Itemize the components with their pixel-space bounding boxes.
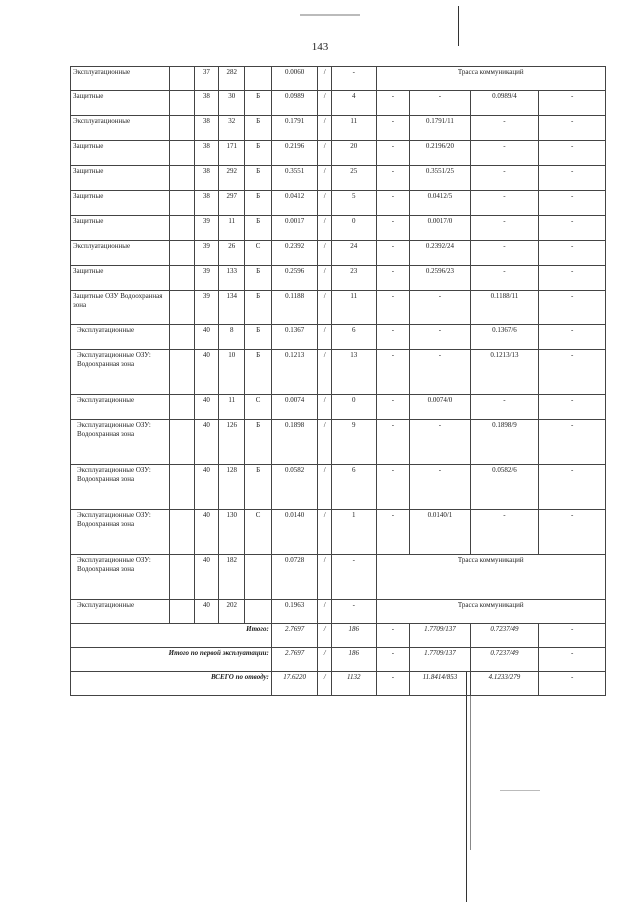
value-cell-2: - (410, 420, 470, 465)
table-row (71, 420, 606, 465)
value-cell-3: - (470, 116, 539, 141)
count-cell: 11 (332, 291, 376, 325)
value-cell-2: 0.0074/0 (410, 395, 470, 420)
section-cell: 292 (219, 166, 245, 191)
category-cell: Эксплуатационные (71, 325, 170, 350)
table-row (71, 116, 606, 141)
value-cell-2: - (410, 350, 470, 395)
scan-artifact-bottom-2 (470, 690, 471, 850)
area-cell: 0.1367 (271, 325, 318, 350)
value-cell-1: - (376, 266, 410, 291)
table-row (71, 191, 606, 216)
value-cell-1: - (376, 420, 410, 465)
separator-cell: / (318, 291, 332, 325)
value-cell-4: - (539, 510, 606, 555)
value-cell-2: 0.0140/1 (410, 510, 470, 555)
table-row (71, 91, 606, 116)
separator-cell: / (318, 395, 332, 420)
category-cell: Эксплуатационные (71, 67, 170, 91)
total-value-1: - (376, 672, 410, 696)
category-cell: Эксплуатационные (71, 600, 170, 624)
section-cell: 10 (219, 350, 245, 395)
scan-artifact-top (458, 6, 459, 46)
value-cell-1: - (376, 395, 410, 420)
table-row (71, 555, 606, 600)
quarter-cell: 40 (194, 420, 218, 465)
total-separator: / (318, 624, 332, 648)
value-cell-4: - (539, 420, 606, 465)
total-label: ВСЕГО по отводу: (71, 672, 272, 696)
category-code-cell: Б (245, 266, 271, 291)
separator-cell: / (318, 191, 332, 216)
count-cell: 5 (332, 191, 376, 216)
table-row (71, 266, 606, 291)
category-cell: Эксплуатационные ОЗУ: Водоохранная зона (71, 420, 170, 465)
total-label: Итого: (71, 624, 272, 648)
count-cell: 9 (332, 420, 376, 465)
category-cell: Защитные (71, 191, 170, 216)
quarter-cell: 38 (194, 191, 218, 216)
count-cell: 0 (332, 216, 376, 241)
spacer-cell (170, 141, 194, 166)
value-cell-4: - (539, 325, 606, 350)
value-cell-1: - (376, 141, 410, 166)
value-cell-4: - (539, 266, 606, 291)
separator-cell: / (318, 91, 332, 116)
separator-cell: / (318, 216, 332, 241)
value-cell-1: - (376, 216, 410, 241)
quarter-cell: 40 (194, 395, 218, 420)
quarter-cell: 40 (194, 600, 218, 624)
category-code-cell: Б (245, 465, 271, 510)
value-cell-1: - (376, 291, 410, 325)
quarter-cell: 40 (194, 510, 218, 555)
table-row (71, 325, 606, 350)
category-cell: Защитные (71, 266, 170, 291)
value-cell-2: 0.2196/20 (410, 141, 470, 166)
total-area: 2.7697 (271, 624, 318, 648)
total-separator: / (318, 648, 332, 672)
quarter-cell: 39 (194, 216, 218, 241)
category-code-cell (245, 555, 271, 600)
value-cell-3: - (470, 241, 539, 266)
total-value-3: 0.7237/49 (470, 648, 539, 672)
quarter-cell: 40 (194, 350, 218, 395)
count-cell: 25 (332, 166, 376, 191)
spacer-cell (170, 91, 194, 116)
value-cell-1: - (376, 350, 410, 395)
category-cell: Защитные (71, 141, 170, 166)
section-cell: 297 (219, 191, 245, 216)
value-cell-3: 0.1367/6 (470, 325, 539, 350)
separator-cell: / (318, 266, 332, 291)
category-cell: Защитные (71, 216, 170, 241)
area-cell: 0.1213 (271, 350, 318, 395)
category-cell: Защитные (71, 166, 170, 191)
separator-cell: / (318, 420, 332, 465)
area-cell: 0.0582 (271, 465, 318, 510)
page-number: 143 (311, 41, 329, 53)
total-value-1: - (376, 624, 410, 648)
count-cell: - (332, 67, 376, 91)
note-cell: Трасса коммуникаций (376, 600, 606, 624)
category-code-cell: Б (245, 166, 271, 191)
total-count: 186 (332, 648, 376, 672)
quarter-cell: 40 (194, 465, 218, 510)
section-cell: 134 (219, 291, 245, 325)
quarter-cell: 38 (194, 116, 218, 141)
total-value-4: - (539, 672, 606, 696)
spacer-cell (170, 350, 194, 395)
table-row (71, 600, 606, 624)
section-cell: 128 (219, 465, 245, 510)
separator-cell: / (318, 141, 332, 166)
value-cell-2: 0.2392/24 (410, 241, 470, 266)
category-cell: Защитные ОЗУ Водоохранная зона (71, 291, 170, 325)
value-cell-4: - (539, 141, 606, 166)
table-row (71, 510, 606, 555)
value-cell-2: 0.2596/23 (410, 266, 470, 291)
value-cell-2: 0.3551/25 (410, 166, 470, 191)
area-cell: 0.2196 (271, 141, 318, 166)
value-cell-1: - (376, 510, 410, 555)
value-cell-4: - (539, 116, 606, 141)
table-row (71, 291, 606, 325)
value-cell-3: - (470, 191, 539, 216)
section-cell: 126 (219, 420, 245, 465)
total-value-4: - (539, 624, 606, 648)
scan-artifact-bottom (466, 672, 467, 902)
area-cell: 0.0060 (271, 67, 318, 91)
quarter-cell: 40 (194, 555, 218, 600)
quarter-cell: 38 (194, 141, 218, 166)
value-cell-2: 0.1791/11 (410, 116, 470, 141)
value-cell-4: - (539, 291, 606, 325)
total-value-2: 1.7709/137 (410, 648, 470, 672)
category-code-cell: С (245, 395, 271, 420)
value-cell-3: 0.0582/6 (470, 465, 539, 510)
category-code-cell: Б (245, 216, 271, 241)
note-cell: Трасса коммуникаций (376, 555, 606, 600)
spacer-cell (170, 241, 194, 266)
value-cell-3: - (470, 266, 539, 291)
value-cell-1: - (376, 325, 410, 350)
section-cell: 133 (219, 266, 245, 291)
value-cell-4: - (539, 91, 606, 116)
area-cell: 0.2392 (271, 241, 318, 266)
separator-cell: / (318, 241, 332, 266)
table-row (71, 166, 606, 191)
total-value-3: 4.1233/279 (470, 672, 539, 696)
area-cell: 0.0140 (271, 510, 318, 555)
value-cell-1: - (376, 91, 410, 116)
category-code-cell: Б (245, 191, 271, 216)
scan-dots-top (300, 14, 360, 16)
separator-cell: / (318, 67, 332, 91)
category-code-cell: Б (245, 141, 271, 166)
category-code-cell: Б (245, 420, 271, 465)
total-area: 17.6220 (271, 672, 318, 696)
quarter-cell: 39 (194, 241, 218, 266)
value-cell-1: - (376, 241, 410, 266)
area-cell: 0.0728 (271, 555, 318, 600)
value-cell-4: - (539, 241, 606, 266)
quarter-cell: 39 (194, 291, 218, 325)
area-cell: 0.1188 (271, 291, 318, 325)
total-value-2: 1.7709/137 (410, 624, 470, 648)
spacer-cell (170, 395, 194, 420)
total-row (71, 624, 606, 648)
section-cell: 182 (219, 555, 245, 600)
forest-inventory-table (70, 66, 606, 696)
count-cell: 24 (332, 241, 376, 266)
category-cell: Эксплуатационные (71, 116, 170, 141)
table-row (71, 465, 606, 510)
quarter-cell: 37 (194, 67, 218, 91)
value-cell-2: - (410, 291, 470, 325)
category-code-cell: Б (245, 291, 271, 325)
value-cell-1: - (376, 116, 410, 141)
separator-cell: / (318, 166, 332, 191)
separator-cell: / (318, 465, 332, 510)
value-cell-2: - (410, 465, 470, 510)
area-cell: 0.0074 (271, 395, 318, 420)
spacer-cell (170, 325, 194, 350)
category-cell: Эксплуатационные ОЗУ: Водоохранная зона (71, 465, 170, 510)
total-count: 1132 (332, 672, 376, 696)
value-cell-4: - (539, 216, 606, 241)
section-cell: 11 (219, 216, 245, 241)
category-code-cell: С (245, 510, 271, 555)
total-value-3: 0.7237/49 (470, 624, 539, 648)
total-count: 186 (332, 624, 376, 648)
table-row (71, 350, 606, 395)
value-cell-2: - (410, 325, 470, 350)
total-label: Итого по первой эксплуатации: (71, 648, 272, 672)
area-cell: 0.0017 (271, 216, 318, 241)
section-cell: 202 (219, 600, 245, 624)
section-cell: 30 (219, 91, 245, 116)
value-cell-3: - (470, 510, 539, 555)
value-cell-3: 0.1213/13 (470, 350, 539, 395)
count-cell: 6 (332, 325, 376, 350)
count-cell: 4 (332, 91, 376, 116)
value-cell-2: 0.0412/5 (410, 191, 470, 216)
section-cell: 282 (219, 67, 245, 91)
value-cell-4: - (539, 166, 606, 191)
separator-cell: / (318, 350, 332, 395)
total-area: 2.7697 (271, 648, 318, 672)
value-cell-4: - (539, 191, 606, 216)
total-value-4: - (539, 648, 606, 672)
section-cell: 8 (219, 325, 245, 350)
category-code-cell (245, 600, 271, 624)
count-cell: 11 (332, 116, 376, 141)
section-cell: 26 (219, 241, 245, 266)
value-cell-1: - (376, 166, 410, 191)
total-separator: / (318, 672, 332, 696)
value-cell-3: - (470, 166, 539, 191)
area-cell: 0.1791 (271, 116, 318, 141)
category-code-cell (245, 67, 271, 91)
spacer-cell (170, 166, 194, 191)
quarter-cell: 40 (194, 325, 218, 350)
table-row (71, 67, 606, 91)
area-cell: 0.1963 (271, 600, 318, 624)
spacer-cell (170, 266, 194, 291)
category-cell: Эксплуатационные (71, 241, 170, 266)
quarter-cell: 39 (194, 266, 218, 291)
category-code-cell: Б (245, 91, 271, 116)
area-cell: 0.2596 (271, 266, 318, 291)
value-cell-1: - (376, 465, 410, 510)
count-cell: 6 (332, 465, 376, 510)
quarter-cell: 38 (194, 166, 218, 191)
table-row (71, 241, 606, 266)
value-cell-1: - (376, 191, 410, 216)
count-cell: 23 (332, 266, 376, 291)
spacer-cell (170, 291, 194, 325)
table-row (71, 395, 606, 420)
category-cell: Эксплуатационные ОЗУ: Водоохранная зона (71, 510, 170, 555)
spacer-cell (170, 600, 194, 624)
count-cell: - (332, 600, 376, 624)
spacer-cell (170, 191, 194, 216)
count-cell: 0 (332, 395, 376, 420)
separator-cell: / (318, 325, 332, 350)
separator-cell: / (318, 555, 332, 600)
count-cell: 20 (332, 141, 376, 166)
total-row (71, 648, 606, 672)
table-row (71, 216, 606, 241)
spacer-cell (170, 555, 194, 600)
category-code-cell: Б (245, 350, 271, 395)
category-cell: Защитные (71, 91, 170, 116)
value-cell-2: 0.0017/0 (410, 216, 470, 241)
value-cell-3: - (470, 141, 539, 166)
section-cell: 32 (219, 116, 245, 141)
value-cell-4: - (539, 465, 606, 510)
category-cell: Эксплуатационные (71, 395, 170, 420)
spacer-cell (170, 510, 194, 555)
category-code-cell: Б (245, 325, 271, 350)
section-cell: 11 (219, 395, 245, 420)
value-cell-3: 0.1898/9 (470, 420, 539, 465)
area-cell: 0.1898 (271, 420, 318, 465)
count-cell: 1 (332, 510, 376, 555)
area-cell: 0.0989 (271, 91, 318, 116)
value-cell-2: - (410, 91, 470, 116)
value-cell-3: 0.1188/11 (470, 291, 539, 325)
total-value-2: 11.8414/853 (410, 672, 470, 696)
scan-dots-right (500, 790, 540, 791)
value-cell-4: - (539, 395, 606, 420)
category-code-cell: Б (245, 116, 271, 141)
value-cell-3: - (470, 216, 539, 241)
table-row (71, 141, 606, 166)
area-cell: 0.0412 (271, 191, 318, 216)
spacer-cell (170, 420, 194, 465)
category-cell: Эксплуатационные ОЗУ: Водоохранная зона (71, 350, 170, 395)
spacer-cell (170, 465, 194, 510)
quarter-cell: 38 (194, 91, 218, 116)
spacer-cell (170, 116, 194, 141)
total-value-1: - (376, 648, 410, 672)
total-row (71, 672, 606, 696)
value-cell-3: 0.0989/4 (470, 91, 539, 116)
count-cell: - (332, 555, 376, 600)
separator-cell: / (318, 600, 332, 624)
note-cell: Трасса коммуникаций (376, 67, 606, 91)
spacer-cell (170, 67, 194, 91)
spacer-cell (170, 216, 194, 241)
section-cell: 130 (219, 510, 245, 555)
category-code-cell: С (245, 241, 271, 266)
value-cell-3: - (470, 395, 539, 420)
count-cell: 13 (332, 350, 376, 395)
area-cell: 0.3551 (271, 166, 318, 191)
separator-cell: / (318, 116, 332, 141)
separator-cell: / (318, 510, 332, 555)
category-cell: Эксплуатационные ОЗУ: Водоохранная зона (71, 555, 170, 600)
value-cell-4: - (539, 350, 606, 395)
section-cell: 171 (219, 141, 245, 166)
